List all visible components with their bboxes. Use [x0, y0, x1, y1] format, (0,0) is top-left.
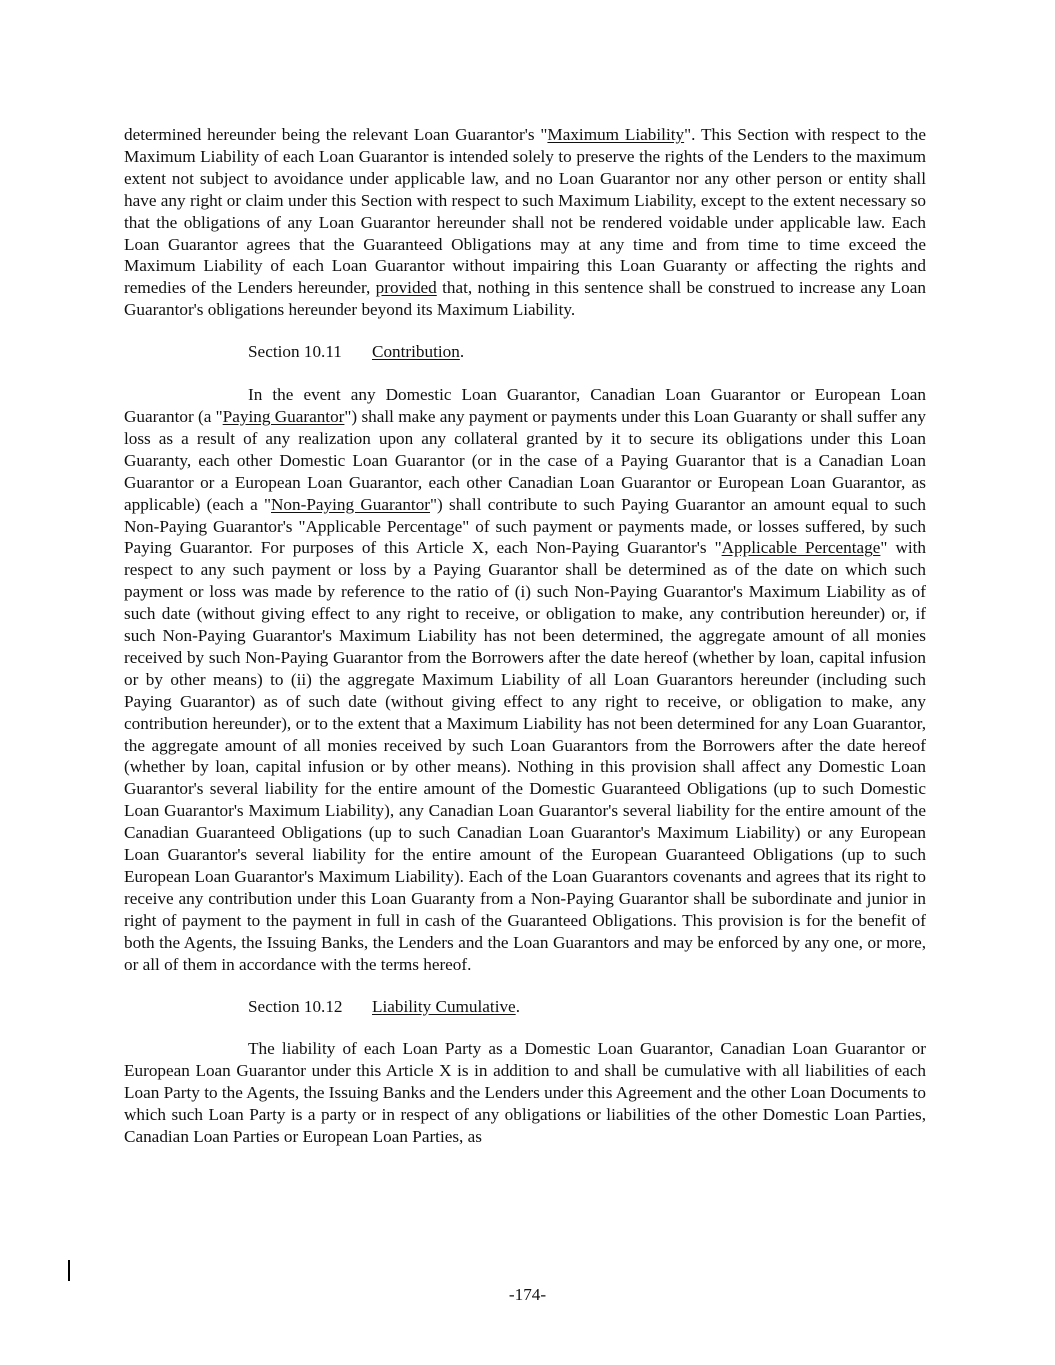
para2-text-1: In the event any Domestic Loan Guarantor, Canadian Loan Guarantor or European Loan Guarantor (a " [124, 385, 926, 426]
section-number: Section 10.12 [248, 996, 343, 1016]
section-number: Section 10.11 [248, 342, 342, 362]
paragraph-liability-cumulative [124, 1038, 926, 1148]
section-title-punct: . [459, 342, 465, 362]
document-page [124, 124, 926, 1148]
defined-term-non-paying-guarantor: Non-Paying Guarantor [271, 494, 431, 514]
para1-text-3: that, nothing in this sentence shall be construed to increase any Loan Guarantor's obligations hereunder beyond its Maximum Liability. [124, 278, 926, 320]
defined-term-paying-guarantor: Paying Guarantor [222, 406, 345, 426]
para1-text-1: determined hereunder being the relevant Loan Guarantor's " [124, 125, 548, 144]
defined-term-applicable-percentage: Applicable Percentage [721, 538, 881, 558]
section-title-punct: . [515, 996, 520, 1016]
section-heading-10-11 [124, 341, 926, 363]
para2-text-3: ") shall contribute to such Paying Guarantor an amount equal to such Non-Paying Guarantor's "Applicable Percentage" of such payment or payments made, or losses suffered, by such Paying Guarantor. For purposes of this Article X, each Non-Paying Guarantor's " [124, 494, 926, 558]
page-number: -174- [508, 1285, 547, 1304]
section-heading-10-12 [124, 996, 926, 1018]
para3-text: The liability of each Loan Party as a Domestic Loan Guarantor, Canadian Loan Guarantor or European Loan Guarantor under this Article X is in addition to and shall be cumulative with all liabilities of each Loan Party to the Agents, the Issuing Banks and the Lenders under this Agreement and the other Loan Documents to which such Loan Party is a party or in respect of any obligations or liabilities of the other Domestic Loan Parties, Canadian Loan Parties or European Loan Parties, as [124, 1039, 926, 1147]
para1-text-2: ". This Section with respect to the Maximum Liability of each Loan Guarantor is intended solely to preserve the rights of the Lenders to the maximum extent not subject to avoidance under applicable law, and no Loan Guarantor nor any other person or entity shall have any right or claim under this Section with respect to such Maximum Liability, except to the extent necessary so that the obligations of any Loan Guarantor hereunder shall not be rendered voidable under applicable law. Each Loan Guarantor agrees that the Guaranteed Obligations may at any time and from time to time exceed the Maximum Liability of each Loan Guarantor without impairing this Loan Guaranty or affecting the rights and remedies of the Lenders hereunder, [124, 125, 926, 298]
para2-text-4: " with respect to any such payment or loss by a Paying Guarantor shall be determined as of the date on which such payment or loss was made by reference to the ratio of (i) such Non-Paying Guarantor's Maximum Liability as of such date (without giving effect to any right to receive, or obligation to make, any contribution hereunder) or, if such Non-Paying Guarantor's Maximum Liability has not been determined, the aggregate amount of all monies received by such Non-Paying Guarantor from the Borrowers after the date hereof (whether by loan, capital infusion or by other means) to (ii) the aggregate Maximum Liability of all Loan Guarantors hereunder (including such Paying Guarantor) as of such date (without giving effect to any right to receive, or obligation to make, any contribution hereunder), or to the extent that a Maximum Liability has not been determined for any Loan Guarantor, the aggregate amount of all monies received by such Loan Guarantors from the Borrowers after the date hereof (whether by loan, capital infusion or by other means). Nothing in this provision shall affect any Domestic Loan Guarantor's several liability for the entire amount of the Domestic Guaranteed Obligations (up to such Domestic Loan Guarantor's Maximum Liability), any Canadian Loan Guarantor's several liability for the entire amount of the Canadian Guaranteed Obligations (up to such Canadian Loan Guarantor's Maximum Liability) or any European Loan Guarantor's several liability for the entire amount of the European Guaranteed Obligations (up to such European Loan Guarantor's Maximum Liability). Each of the Loan Guarantors covenants and agrees that its right to receive any contribution under this Loan Guaranty from a Non-Paying Guarantor shall be subordinate and junior in right of payment to the payment in full in cash of the Guaranteed Obligations. This provision is for the benefit of both the Agents, the Issuing Banks, the Lenders and the Loan Guarantors and may be enforced by any one, or more, or all of them in accordance with the terms hereof. [124, 538, 926, 974]
para2-text-2: ") shall make any payment or payments under this Loan Guaranty or shall suffer any loss as a result of any realization upon any collateral granted by it to secure its obligations under this Loan Guaranty, each other Domestic Loan Guarantor (or in the case of a Paying Guarantor that is a Canadian Loan Guarantor or a European Loan Guarantor, each other Canadian Loan Guarantor or European Loan Guarantor, as applicable) (each a " [124, 406, 926, 514]
section-title-liability-cumulative: Liability Cumulative [372, 996, 516, 1016]
defined-term-maximum-liability: Maximum Liability [547, 125, 685, 144]
term-provided: provided [375, 278, 437, 298]
paragraph-contribution [124, 384, 926, 975]
paragraph-maximum-liability [124, 124, 926, 321]
revision-change-bar [68, 1260, 70, 1281]
section-title-contribution: Contribution [372, 342, 460, 362]
